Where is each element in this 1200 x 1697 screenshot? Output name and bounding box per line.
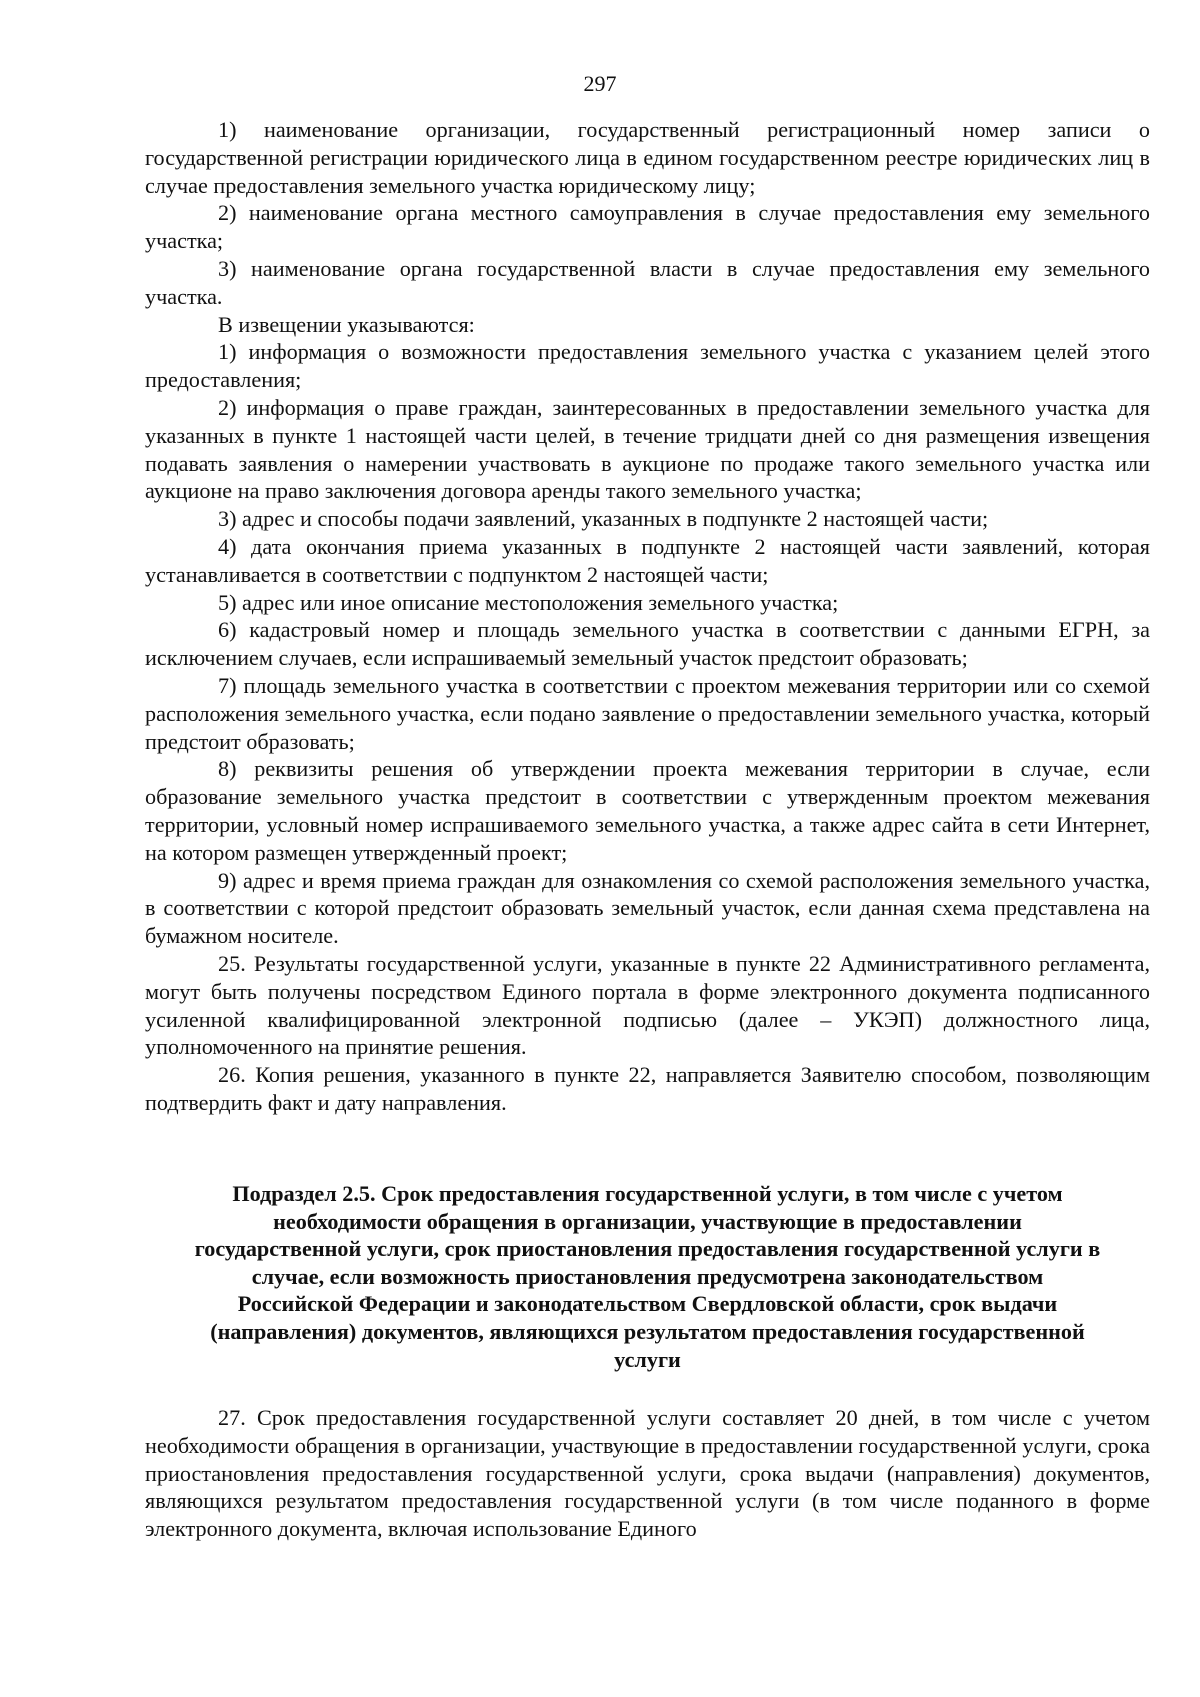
paragraph-item-1: 1) наименование организации, государственный регистрационный номер записи о государственной регистрации юридического лица в едином государственном реестре юридических лиц в случае предоставления земельного участка юридическому лицу; <box>145 117 1150 198</box>
paragraph-notice-3: 3) адрес и способы подачи заявлений, указанных в подпункте 2 настоящей части; <box>218 506 989 532</box>
document-body-continued <box>145 1404 1150 1543</box>
paragraph-clause-26: 26. Копия решения, указанного в пункте 22, направляется Заявителю способом, позволяющим подтвердить факт и дату направления. <box>145 1062 1150 1115</box>
section-heading-line: Российской Федерации и законодательством Свердловской области, срок выдачи <box>237 1291 1058 1317</box>
paragraph-notice-5: 5) адрес или иное описание местоположения земельного участка; <box>218 589 839 615</box>
section-heading-line: услуги <box>614 1346 681 1372</box>
paragraph-notice-1: 1) информация о возможности предоставления земельного участка с указанием целей этого предоставления; <box>145 339 1150 393</box>
paragraph-clause-27: 27. Срок предоставления государственной услуги составляет 20 дней, в том числе с учетом необходимости обращения в организации, участвующие в предоставлении государственной услуги, срока приостановления предоставления государственной услуги, срока выдачи (направления) документов, являющихся результатом предоставления государственной услуги (в том числе поданного в форме электронного документа, включая использование Единого <box>145 1405 1150 1542</box>
section-heading-line: Подраздел 2.5. Срок предоставления государственной услуги, в том числе с учетом <box>232 1181 1063 1206</box>
paragraph-notice-7: 7) площадь земельного участка в соответствии с проектом межевания территории или со схемой расположения земельного участка, если подано заявление о предоставлении земельного участка, который предстоит образовать; <box>145 672 1150 754</box>
section-heading-line: случае, если возможность приостановления предусмотрена законодательством <box>251 1263 1044 1289</box>
paragraph-item-3: 3) наименование органа государственной власти в случае предоставления ему земельного участка. <box>145 255 1150 309</box>
section-heading-line: необходимости обращения в организации, участвующие в предоставлении <box>273 1208 1022 1234</box>
paragraph-notice-9: 9) адрес и время приема граждан для ознакомления со схемой расположения земельного участка, в соответствии с которой предстоит образовать земельный участок, если данная схема представлена на бумажном носителе. <box>145 867 1150 949</box>
paragraph-item-2: 2) наименование органа местного самоуправления в случае предоставления ему земельного участка; <box>145 200 1150 254</box>
paragraph-clause-25: 25. Результаты государственной услуги, указанные в пункте 22 Административного регламента, могут быть получены посредством Единого портала в форме электронного документа подписанного усиленной квалифицированной электронной подписью (далее – УКЭП) должностного лица, уполномоченного на принятие решения. <box>145 950 1150 1060</box>
page-number: 297 <box>583 71 617 96</box>
section-heading-line: (направления) документов, являющихся результатом предоставления государственной <box>210 1318 1085 1344</box>
document-body <box>145 116 1150 1117</box>
paragraph-notice-8: 8) реквизиты решения об утверждении проекта межевания территории в случае, если образование земельного участка предстоит в соответствии с утвержденным проектом межевания территории, условный номер испрашиваемого земельного участка, а также адрес сайта в сети Интернет, на котором размещен утвержденный проект; <box>145 756 1150 865</box>
paragraph-notice-4: 4) дата окончания приема указанных в подпункте 2 настоящей части заявлений, которая устанавливается в соответствии с подпунктом 2 настоящей части; <box>145 533 1150 587</box>
paragraph-notice-2: 2) информация о праве граждан, заинтересованных в предоставлении земельного участка для указанных в пункте 1 настоящей части целей, в течение тридцати дней со дня размещения извещения подавать заявления о намерении участвовать в аукционе по продаже такого земельного участка или аукционе на право заключения договора аренды такого земельного участка; <box>145 394 1150 504</box>
section-heading-line: государственной услуги, срок приостановления предоставления государственной услуги в <box>194 1236 1101 1262</box>
paragraph-notice-intro: В извещении указываются: <box>218 311 475 337</box>
paragraph-notice-6: 6) кадастровый номер и площадь земельного участка в соответствии с данными ЕГРН, за исключением случаев, если испрашиваемый земельный участок предстоит образовать; <box>145 617 1150 671</box>
section-heading <box>145 1180 1150 1373</box>
